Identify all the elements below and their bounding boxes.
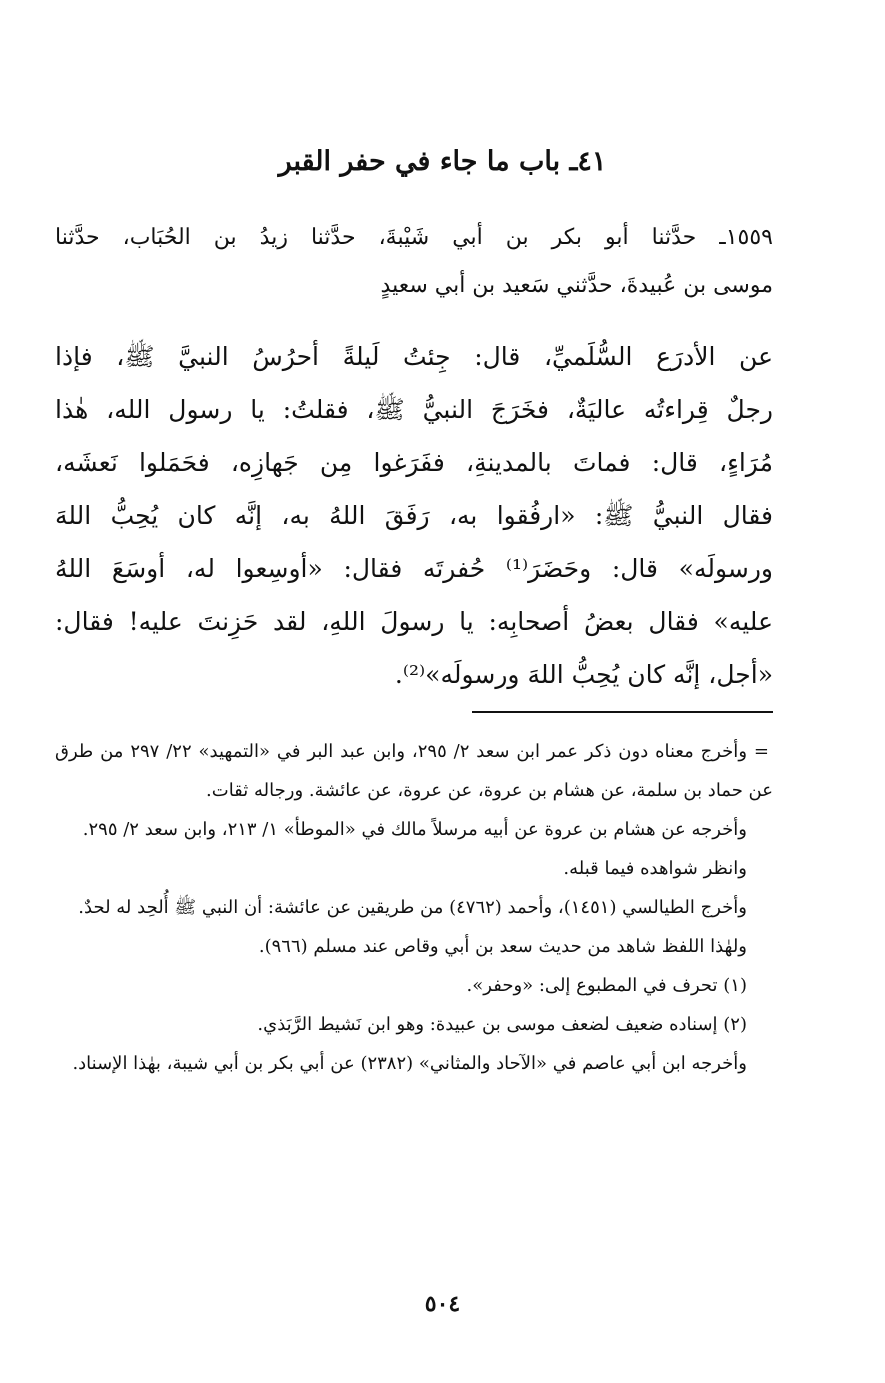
hadith-matn bbox=[55, 330, 773, 701]
matn-line: عن الأدرَع السُّلَميِّ، قال: جِئتُ لَيلةً أحرُسُ النبيَّ ﷺ، فإذا bbox=[55, 342, 773, 371]
footnote-paragraph: وأخرجه ابن أبي عاصم في «الآحاد والمثاني» (٢٣٨٢) عن أبي بكر بن أبي شيبة، بهٰذا الإسناد. bbox=[72, 1053, 747, 1074]
chapter-title: ٤١ـ باب ما جاء في حفر القبر bbox=[278, 146, 607, 177]
isnad-line: موسى بن عُبيدةَ، حدَّثني سَعيد بن أبي سعيدٍ bbox=[380, 273, 773, 298]
matn-line: رجلٌ قِراءتُه عاليَةٌ، فخَرَجَ النبيُّ ﷺ، فقلتُ: يا رسول الله، هٰذا bbox=[55, 395, 773, 424]
footnote-paragraph: وانظر شواهده فيما قبله. bbox=[563, 858, 747, 879]
isnad-line: ١٥٥٩ـ حدَّثنا أبو بكر بن أبي شَيْبةَ، حدَّثنا زيدُ بن الحُبَاب، حدَّثنا bbox=[55, 225, 773, 250]
footnote-separator bbox=[472, 711, 773, 713]
matn-line: عليه» فقال بعضُ أصحابِه: يا رسولَ اللهِ، لقد حَزِنتَ عليه! فقال: bbox=[55, 607, 773, 636]
footnote-paragraph: وأخرج الطيالسي (١٤٥١)، وأحمد (٤٧٦٢) من طريقين عن عائشة: أن النبي ﷺ أُلحِد له لحدٌ. bbox=[78, 897, 747, 918]
footnote-paragraph bbox=[55, 732, 773, 810]
matn-line: مُرَاءٍ، قال: فماتَ بالمدينةِ، ففَرَغوا مِن جَهازِه، فحَمَلوا نَعشَه، bbox=[55, 448, 773, 477]
footnote-1: (١) تحرف في المطبوع إلى: «وحفر». bbox=[466, 975, 747, 996]
matn-line: فقال النبيُّ ﷺ: «ارفُقوا به، رَفَقَ اللهُ به، إنَّه كان يُحِبُّ اللهَ bbox=[55, 501, 773, 530]
matn-line: «أجل، إنَّه كان يُحِبُّ اللهَ ورسولَه»⁽²⁾. bbox=[394, 660, 773, 689]
continuation-marker: = bbox=[753, 741, 769, 762]
footnote-text: وأخرج معناه دون ذكر عمر ابن سعد ٢/ ٢٩٥، وابن عبد البر في «التمهيد» ٢٢/ ٢٩٧ من طرق عن حماد بن سلمة، عن هشام بن عروة، عن عروة، عن عائشة. ورجاله ثقات. bbox=[55, 741, 773, 801]
page-number: ٥٠٤ bbox=[424, 1291, 461, 1317]
footnote-paragraph: ولهٰذا اللفظ شاهد من حديث سعد بن أبي وقاص عند مسلم (٩٦٦). bbox=[258, 936, 747, 957]
footnote-2: (٢) إسناده ضعيف لضعف موسى بن عبيدة: وهو ابن نَشيط الرَّبَذي. bbox=[257, 1014, 747, 1035]
footnote-paragraph: وأخرجه عن هشام بن عروة عن أبيه مرسلاً مالك في «الموطأ» ١/ ٢١٣، وابن سعد ٢/ ٢٩٥. bbox=[82, 819, 747, 840]
footnotes bbox=[55, 732, 773, 1083]
matn-line: ورسولَه» قال: وحَضَرَ⁽¹⁾ حُفرتَه فقال: «أوسِعوا له، أوسَعَ اللهُ bbox=[55, 554, 773, 583]
hadith-isnad bbox=[55, 214, 773, 310]
